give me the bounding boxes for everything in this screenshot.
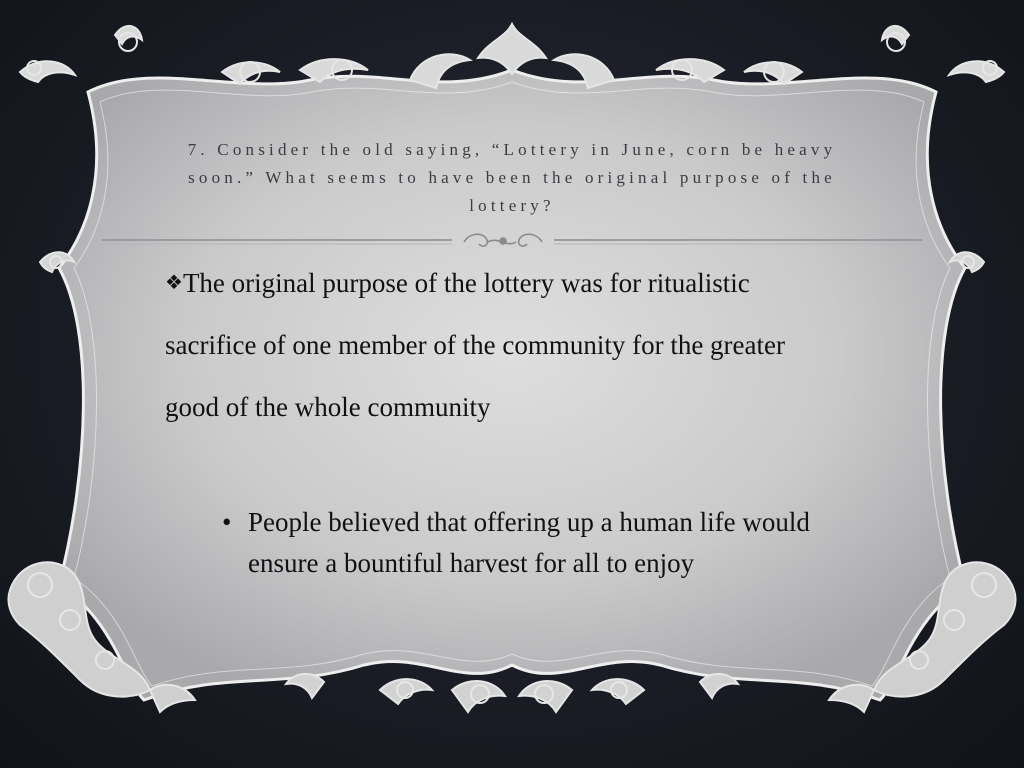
sub-bullet-list — [222, 502, 842, 584]
sub-bullet-item — [222, 502, 842, 584]
scroll-flourish-icon — [464, 234, 542, 246]
bullet-text: The original purpose of the lottery was for ritualistic sacrifice of one member of the community for the greater good of the whole community — [165, 268, 785, 422]
slide-title: 7. Consider the old saying, “Lottery in June, corn be heavy soon.” What seems to have been the original purpose of the lottery? — [187, 140, 837, 215]
bullet-item — [165, 252, 805, 438]
sub-bullet-text: People believed that offering up a human life would ensure a bountiful harvest for all to enjoy — [248, 507, 810, 578]
bottom-center-ornament — [286, 674, 738, 712]
dot-bullet-icon: • — [222, 507, 232, 537]
diamond-bullet-icon: ❖ — [165, 272, 183, 294]
